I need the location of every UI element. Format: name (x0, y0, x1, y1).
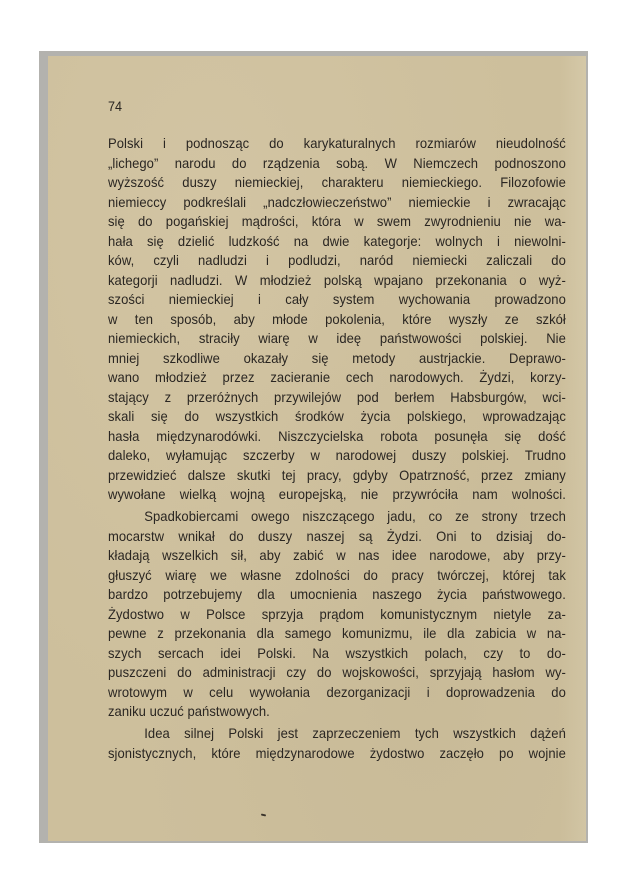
text-line: niemieccy podkreślali „nadczłowieczeństwo” niemieckie i zwracając (108, 193, 566, 210)
text-line: szych sercach idei Polski. Na wszystkich polach, czy to do- (108, 644, 566, 661)
text-line: kategorji nadludzi. W młodzież polską wpajano przekonania o wyż- (108, 271, 566, 288)
page-number: 74 (108, 98, 123, 114)
text-line: pewne z przekonania dla samego komunizmu, ile dla zabicia w na- (108, 625, 566, 641)
text-line: szości niemieckiej i cały system wychowania prowadzono (108, 291, 566, 307)
text-line: mniej szkodliwe okazały się metody austrjackie. Deprawo- (108, 349, 566, 366)
text-line: bardzo potrzebujemy dla umocnienia naszego życia państwowego. (108, 586, 566, 602)
paper-speck (261, 814, 266, 817)
text-line: ków, czyli nadludzi i podludzi, naród niemiecki zaliczali do (108, 252, 566, 268)
text-line: mocarstw wnikał do duszy naszej są Żydzi. Oni to dzisiaj do- (108, 527, 566, 544)
body-text (108, 134, 566, 766)
paragraph-1 (108, 134, 566, 505)
text-line: przewidzieć dalsze skutki tej pracy, gdyby Opatrzność, przez zmiany (108, 466, 566, 483)
text-line: skali się do wszystkich środków życia polskiego, wprowadzając (108, 408, 566, 424)
paragraph-3 (108, 724, 566, 763)
text-line: Żydostwo w Polsce sprzyja prądom komunistycznym nietyle za- (108, 605, 566, 622)
text-line: w ten sposób, aby młode pokolenia, które wyszły ze szkół (108, 310, 566, 327)
text-line: hasła międzynarodówki. Niszczycielska robota posunęła się dość (108, 427, 566, 444)
text-line: zaniku uczuć państwowych. (108, 703, 270, 719)
text-line: puszczeni do administracji czy do wojskowości, sprzyjają hasłom wy- (108, 664, 566, 680)
text-line: wano młodzież przez zacieranie cech narodowych. Żydzi, korzy- (108, 369, 566, 385)
text-line: daleko, wyłamując szczerby w narodowej duszy polskiej. Trudno (108, 447, 566, 463)
paragraph-2 (108, 507, 566, 722)
book-page (48, 56, 586, 841)
scan-frame (39, 51, 588, 843)
text-line: stający z przeróżnych przywilejów pod berłem Habsburgów, wci- (108, 388, 566, 405)
text-line: się do pogańskiej mądrości, która w swem zwyrodnieniu nie wa- (108, 213, 566, 229)
text-line: kładają wszelkich sił, aby zabić w nas idee narodowe, aby przy- (108, 547, 566, 563)
text-line: wyższość duszy niemieckiej, charakteru niemieckiego. Filozofowie (108, 174, 566, 190)
text-line: „lichego” narodu do rządzenia sobą. W Niemczech podnoszono (108, 154, 566, 171)
text-line: Spadkobiercami owego niszczącego jadu, co ze strony trzech (144, 508, 566, 524)
text-line: wrotowym w celu wywołania dezorganizacji i doprowadzenia do (108, 683, 566, 700)
text-line: hała się dzielić ludzkość na dwie kategorje: wolnych i niewolni- (108, 232, 566, 249)
text-line: sjonistycznych, które międzynarodowe żydostwo zaczęło po wojnie (108, 744, 566, 761)
text-line: głuszyć wiarę we własne zdolności do pracy twórczej, której tak (108, 566, 566, 583)
text-line: niemieckich, straciły wiarę w ideę państwowości polskiej. Nie (108, 330, 566, 346)
text-line: Polski i podnosząc do karykaturalnych rozmiarów nieudolność (108, 135, 566, 151)
text-line: Idea silnej Polski jest zaprzeczeniem tych wszystkich dążeń (144, 725, 566, 741)
text-line: wywołane wielką wojną europejską, nie przywróciła nam wolności. (108, 486, 566, 502)
